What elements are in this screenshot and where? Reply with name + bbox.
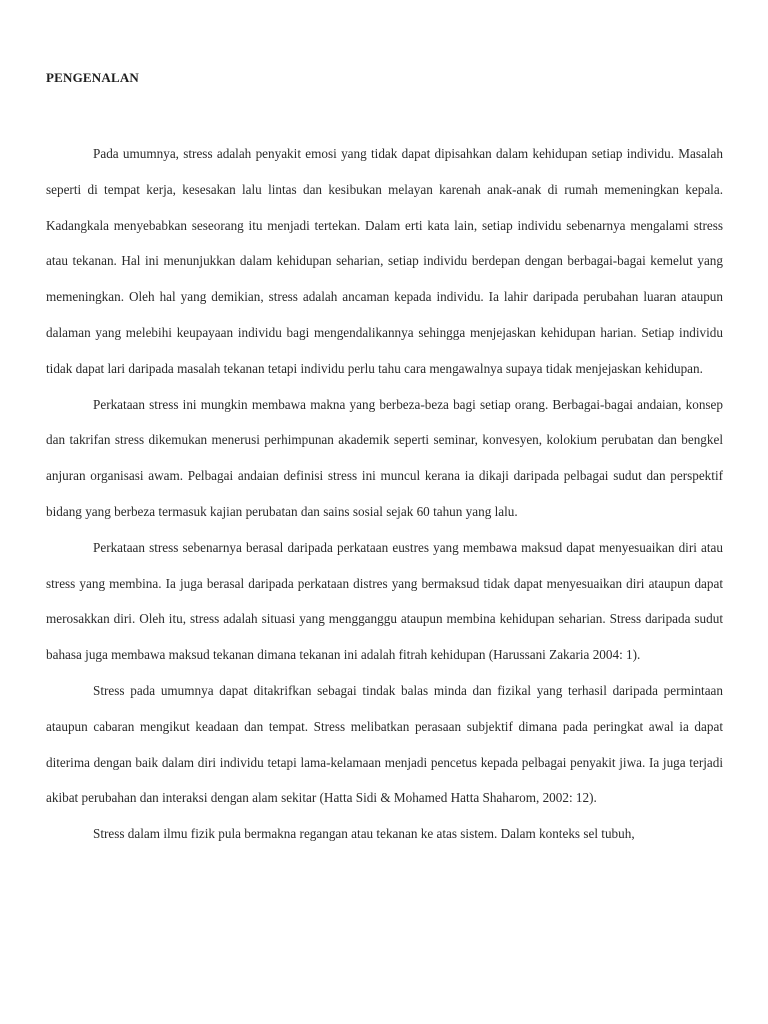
paragraph-2: Perkataan stress ini mungkin membawa makna yang berbeza-beza bagi setiap orang. Berbagai-bagai andaian, konsep dan takrifan stress dikemukan menerusi perhimpunan akademik seperti seminar, konvesyen, kolokium perubatan dan bengkel anjuran organisasi awam. Pelbagai andaian definisi stress ini muncul kerana ia dikaji daripada pelbagai sudut dan perspektif bidang yang berbeza termasuk kajian perubatan dan sains sosial sejak 60 tahun yang lalu. <box>46 396 723 519</box>
paragraph-5: Stress dalam ilmu fizik pula bermakna regangan atau tekanan ke atas sistem. Dalam konteks sel tubuh, <box>93 826 635 842</box>
paragraph-4: Stress pada umumnya dapat ditakrifkan sebagai tindak balas minda dan fizikal yang terhasil daripada permintaan ataupun cabaran mengikut keadaan dan tempat. Stress melibatkan perasaan subjektif dimana pada peringkat awal ia dapat diterima dengan baik dalam diri individu tetapi lama-kelamaan menjadi pencetus kepada pelbagai penyakit jiwa. Ia juga terjadi akibat perubahan dan interaksi dengan alam sekitar (Hatta Sidi & Mohamed Hatta Shaharom, 2002: 12). <box>46 682 723 806</box>
paragraph-3: Perkataan stress sebenarnya berasal daripada perkataan eustres yang membawa maksud dapat menyesuaikan diri atau stress yang membina. Ia juga berasal daripada perkataan distres yang bermaksud tidak dapat menyesuaikan diri ataupun dapat merosakkan diri. Oleh itu, stress adalah situasi yang mengganggu ataupun membina kehidupan seharian. Stress daripada sudut bahasa juga membawa maksud tekanan dimana tekanan ini adalah fitrah kehidupan (Harussani Zakaria 2004: 1). <box>46 539 723 663</box>
paragraph-1: Pada umumnya, stress adalah penyakit emosi yang tidak dapat dipisahkan dalam kehidupan setiap individu. Masalah seperti di tempat kerja, kesesakan lalu lintas dan kesibukan melayan karenah anak-anak di rumah memeningkan kepala. Kadangkala menyebabkan seseorang itu menjadi tertekan. Dalam erti kata lain, setiap individu sebenarnya mengalami stress atau tekanan. Hal ini menunjukkan dalam kehidupan seharian, setiap individu berdepan dengan berbagai-bagai kemelut yang memeningkan. Oleh hal yang demikian, stress adalah ancaman kepada individu. Ia lahir daripada perubahan luaran ataupun dalaman yang melebihi keupayaan individu bagi mengendalikannya sehingga menjejaskan kehidupan harian. Setiap individu tidak dapat lari daripada masalah tekanan tetapi individu perlu tahu cara mengawalnya supaya tidak menjejaskan kehidupan. <box>46 146 723 376</box>
document-heading: PENGENALAN <box>46 70 140 85</box>
document-body <box>46 136 723 852</box>
